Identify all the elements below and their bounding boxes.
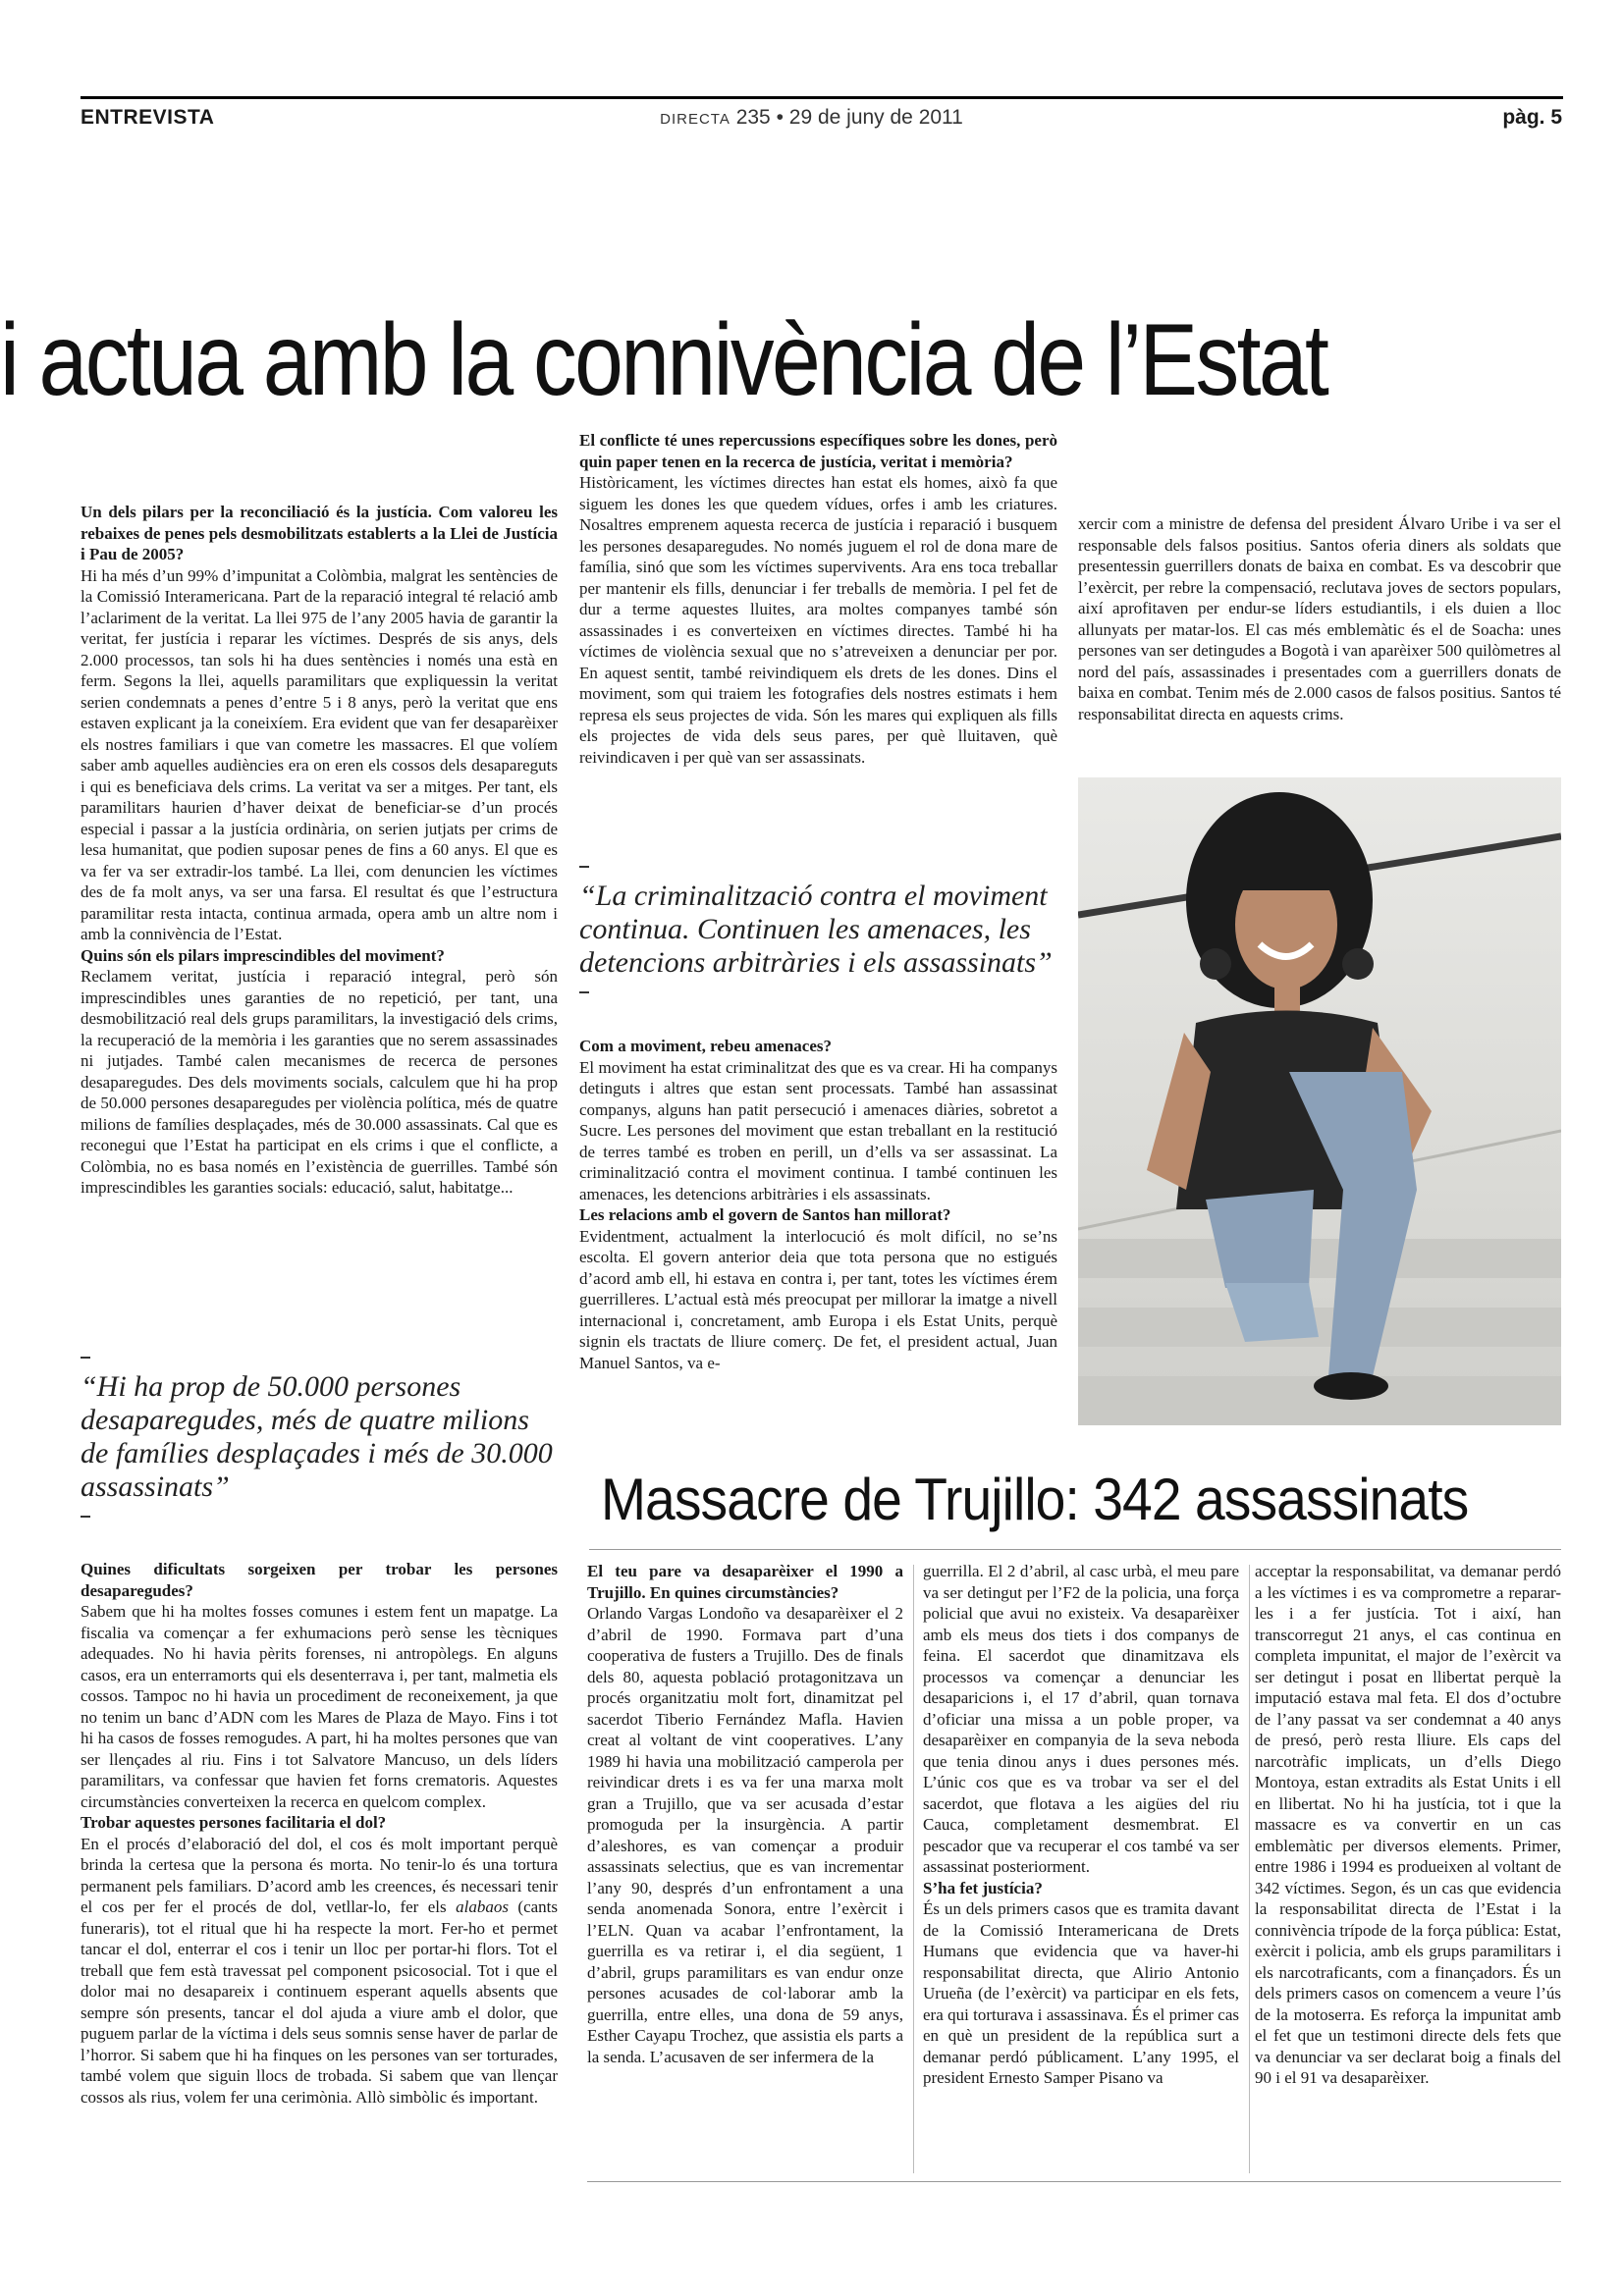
question-women: El conflicte té unes repercussions específiques sobre les dones, però quin paper tenen en la recerca de justícia, veritat i memòria? — [579, 431, 1057, 471]
answer-women: Històricament, les víctimes directes han estat els homes, això fa que siguem les dones les que quedem vídues, orfes i amb les criatures. Nosaltres emprenem aquesta recerca de justícia i reparació i busquem les persones desaparegudes. No només juguem el rol de dona mare de família, sinó que som les víctimes supervivents. Ara ens toca treballar per mantenir els fills, denunciar i fer treballs de memòria. I pel fet de dur a terme aquestes lluites, ara moltes companyes també són assassinades i es converteixen en víctimes directes. També hi ha víctimes de violència sexual que no s’atreveixen a denunciar per por. En aquest sentit, també reivindiquem els drets de les dones. Dins el moviment, som qui traiem les fotografies dels nostres estimats i hem represa els seus projectes de vida. Són les mares qui expliquen als fills els projectes de vida dels seus pares, per què lluitaven, què reivindicaven i per què van ser assassinats. — [579, 473, 1057, 767]
section-label: ENTREVISTA — [81, 106, 215, 129]
pull-quote-dash — [81, 1516, 90, 1518]
box-title: Massacre de Trujillo: 342 assassinats — [601, 1467, 1469, 1532]
answer-santos: Evidentment, actualment la interlocució és molt difícil, no se’ns escolta. El govern anterior deia que tota persona que no estigués d’acord amb ell, hi estava en contra i, per tant, totes les víctimes érem guerrilleres. L’actual està més preocupat per millorar la imatge a nivell internacional i, concretament, amb Europa i els Estat Units, perquè signin els tractats de lliure comerç. De fet, el president actual, Juan Manuel Santos, va e- — [579, 1226, 1057, 1372]
pull-quote-1 — [81, 1357, 558, 1518]
pull-quote-dash — [579, 866, 589, 868]
pull-quote-1-text: “Hi ha prop de 50.000 persones desaparegudes, més de quatre milions de famílies desplaçades i més de 30.000 assassinats” — [81, 1370, 553, 1503]
portrait-illustration — [1078, 777, 1561, 1425]
answer-4 — [81, 1834, 558, 2109]
column-2-lower — [579, 1036, 1057, 1373]
box-answer-1: Orlando Vargas Londoño va desaparèixer el 2 d’abril de 1990. Formava part d’una cooperativa de fusters a Trujillo. Des de finals dels 80, aquesta població protagonitzava un procés organitzatiu molt fort, dinamitzat pel sacerdot Tiberio Fernández Mafla. Havien creat al voltant de vint cooperatives. L’any 1989 hi havia una mobilització camperola per reivindicar drets i es va fer una marxa molt gran a Trujillo, que va ser acusada d’estar promoguda per la insurgència. A partir d’aleshores, es van començar a produir assassinats selectius, que es van incrementar l’any 90, després d’un enfrontament a una senda anomenada Sonora, entre l’exèrcit i l’ELN. Quan va acabar l’enfrontament, la guerrilla es va retirar i, el dia següent, 1 d’abril, grups paramilitars es van endur onze persones acusades de col·laborar amb la guerrilla, entre elles, una dona de 59 anys, Esther Cayapu Trochez, que assistia els parts a la senda. L’acusaven de ser infermera de la — [587, 1604, 903, 2066]
column-1-lower — [81, 1559, 558, 2108]
top-rule — [81, 96, 1563, 99]
box-column-3 — [1255, 1561, 1561, 2089]
box-question-2: S’ha fet justícia? — [923, 1878, 1043, 1897]
question-4: Trobar aquestes persones facilitaria el dol? — [81, 1813, 387, 1832]
answer-4-part-2: (cants funeraris), tot el ritual que hi ha respecte la mort. Fer-ho et permet tancar el dol, enterrar el cos i tenir un lloc per portar-hi flors. Tot el treball que fem està travessat pel component psicosocial. Tot i que el dolor mai no desapareix i continuem esperant aquells absents que sempre són presents, tancar el dol ajuda a viure amb el dolor, que puguem parlar de la víctima i dels seus somnis sense haver de parlar de l’horror. Si sabem que hi ha finques on les persones van ser torturades, també volem que siguin llocs de trobada. Si sabem que van llençar cossos als rius, volem fer una cerimònia. Allò simbòlic és important. — [81, 1897, 558, 2107]
box-answer-2b: És un dels primers casos que es tramita davant de la Comissió Interamericana de Drets Humans que evidencia que va haver-hi responsabilitat directa, que Alirio Antonio Urueña (de l’exèrcit) va participar en els fets, era qui torturava i assassinava. És el primer cas en què un president de la república surt a demanar perdó públicament. L’any 1995, el president Ernesto Samper Pisano va — [923, 1899, 1239, 2087]
question-1: Un dels pilars per la reconciliació és la justícia. Com valoreu les rebaixes de penes pels desmobilitzats establerts a la Llei de Justícia i Pau de 2005? — [81, 503, 558, 563]
pull-quote-dash — [81, 1357, 90, 1359]
answer-4-term: alabaos — [456, 1897, 509, 1916]
answer-3: Sabem que hi ha moltes fosses comunes i estem fent un mapatge. La fiscalia va començar a fer exhumacions però sense les tècniques adequades. No hi havia pèrits forenses, ni antropòlegs. En alguns casos, era un enterramorts qui els desenterrava i, per tant, malmetia els cossos. Tampoc no hi havia un procediment de reconeixement, ja que no tenim un banc d’ADN com les Mares de Plaza de Mayo. Fins i tot hi ha casos de fosses remogudes. A part, hi ha moltes persones que van ser llençades al riu. Fins i tot Salvatore Mancuso, un dels líders paramilitars, va confessar que havien fet forns crematoris. Aquestes circumstàncies converteixen la recerca en quelcom complex. — [81, 1602, 558, 1811]
column-divider — [913, 1565, 914, 2173]
box-column-1 — [587, 1561, 903, 2067]
pull-quote-2 — [579, 866, 1057, 993]
box-column-2 — [923, 1561, 1239, 2089]
portrait-photo — [1078, 777, 1561, 1425]
answer-4-part-1: En el procés d’elaboració del dol, el cos és molt important perquè brinda la certesa que la persona és morta. No tenir-lo és una tortura permanent pels familiars. D’acord amb les creences, és necessari tenir el cos per fer el procés de dol, vetllar-lo, fer els — [81, 1834, 558, 1916]
box-bottom-rule — [587, 2181, 1561, 2182]
box-answer-3: acceptar la responsabilitat, va demanar perdó a les víctimes i es va comprometre a reparar-les i a fer justícia. Tot i així, han transcorregut 21 anys, el cas continua en completa impunitat, el major de l’exèrcit va ser detingut i posat en llibertat perquè la imputació estava mal feta. El dos d’octubre de l’any passat va ser condemnat a 40 anys de presó, però resta lliure. Els caps del narcotràfic implicats, un d’ells Diego Montoya, estan extradits als Estat Units i ell en llibertat. No hi ha justícia, tot i que la massacre es va convertir en un cas emblemàtic per diversos elements. Primer, entre 1986 i 1994 es produeixen al voltant de 342 víctimes. Segon, és un cas que evidencia la responsabilitat directa de l’Estat i la connivència trípode de la força pública: Estat, exèrcit i policia, amb els grups paramilitars i els narcotraficants, com a finançadors. És un dels primers casos on comencem a veure l’ús de la motoserra. Es reforça la impunitat amb el fet que un testimoni directe dels fets que va denunciar va ser declarat boig a finals del 90 i el 91 va desaparèixer. — [1255, 1562, 1562, 2087]
publication-name: DIRECTA — [660, 111, 730, 128]
question-2: Quins són els pilars imprescindibles del moviment? — [81, 945, 445, 965]
question-3: Quines dificultats sorgeixen per trobar les persones desaparegudes? — [81, 1560, 558, 1600]
pull-quote-dash — [579, 991, 589, 993]
box-answer-2: guerrilla. El 2 d’abril, al casc urbà, el meu pare va ser detingut per l’F2 de la policia, una força policial que avui no existeix. Va desaparèixer amb els meus dos tiets i dos companys de feina. El sacerdot que dinamitzava els processos va començar a denunciar les desaparicions i, el 17 d’abril, quan tornava d’oficiar una missa a un poble proper, va desaparèixer en companyia de la seva neboda que tenia dinou anys i dues persones més. L’únic cos que es va trobar va ser el del sacerdot, que flotava a les aigües del riu Cauca, completament desmembrat. El pescador que va recuperar el cos també va ser assassinat posteriorment. — [923, 1562, 1239, 1876]
column-divider — [1249, 1565, 1250, 2173]
page-number: pàg. 5 — [1502, 106, 1562, 129]
question-threats: Com a moviment, rebeu amenaces? — [579, 1037, 833, 1055]
answer-threats: El moviment ha estat criminalitzat des que es va crear. Hi ha companys detinguts i altres que estan sent processats. També han assassinat companys, alguns han patit persecució i amenaces diàries, sobretot a Sucre. Les persones del moviment que estan treballant en la restitució de terres també es troben en perill, un d’ells va ser assassinat. La criminalització contra el moviment continua. I també continuen les amenaces, les detencions arbitràries i els assassinats. — [579, 1057, 1057, 1203]
answer-2: Reclamem veritat, justícia i reparació integral, però són imprescindibles unes garanties de no repetició, per tant, una desmobilització real dels grups paramilitars, la investigació dels crims, la recuperació de la memòria i les garanties que no serem assassinades ni jutjades. També calen mecanismes de recerca de persones desaparegudes. Des dels moviments socials, calculem que hi ha prop de 50.000 persones desaparegudes per violència política, més de quatre milions de famílies desplaçades, més de 30.000 assassinats. Cal que es reconegui que l’Estat ha participat en els crims i que el conflicte, a Colòmbia, no es basa només en l’existència de guerrilles. També són imprescindibles les garanties socials: educació, salut, habitatge... — [81, 967, 558, 1197]
pull-quote-2-text: “La criminalització contra el moviment continua. Continuen les amenaces, les detencions arbitràries i els assassinats” — [579, 880, 1053, 979]
answer-1: Hi ha més d’un 99% d’impunitat a Colòmbia, malgrat les sentències de la Comissió Interamericana. Part de la reparació integral té relació amb l’aclariment de la veritat. La llei 975 de l’any 2005 havia de garantir la veritat, fer justícia i reparar les víctimes. Després de sis anys, dels 2.000 processos, tan sols hi ha dues sentències i només una està en ferm. Segons la llei, aquells paramilitars que expliquessin la veritat serien condemnats a penes d’entre 5 i 8 anys, però la veritat que ens estaven explicant ja la coneixíem. Era evident que van fer desaparèixer els nostres familiars i que van cometre les massacres. El que volíem saber amb aquelles audiències era on eren els cossos dels desapareguts i qui es beneficiava dels crims. La veritat va ser a mitges. Per tant, els paramilitars haurien d’haver deixat de beneficiar-se d’un procés especial i passar a la justícia ordinària, on serien jutjats per crims de lesa humanitat, que podien suposar penes de fins a 60 anys. El que es va fer va ser extradir-los també. La llei, com denuncien les víctimes des de fa molt anys, va ser una farsa. El resultat és que l’estructura paramilitar resta intacta, continua armada, opera amb un altre nom i amb la connivència de l’Estat. — [81, 565, 558, 943]
question-santos: Les relacions amb el govern de Santos han millorat? — [579, 1205, 951, 1224]
column-1 — [81, 502, 558, 1199]
issue-date: 235 • 29 de juny de 2011 — [735, 106, 963, 129]
box-question-1: El teu pare va desaparèixer el 1990 a Trujillo. En quines circumstàncies? — [587, 1562, 903, 1602]
column-2 — [579, 430, 1057, 768]
column-3-text: xercir com a ministre de defensa del president Álvaro Uribe i va ser el responsable dels falsos positius. Santos oferia diners als soldats que presentessin guerrillers donats de baixa en combat. Es va descobrir que l’exèrcit, per rebre la compensació, reclutava joves de sectors populars, així aprofitaven per endur-se líders estudiantils, i els duien a lloc allunyats per matar-los. El cas més emblemàtic és el de Soacha: unes persones van ser detingudes a Bogotà i van aparèixer 500 quilòmetres al nord del país, assassinades i presentades com a guerrillers donats de baixa en combat. Tenim més de 2.000 casos de falsos positius. Santos té responsabilitat directa en aquests crims. — [1078, 514, 1561, 723]
issue-info — [0, 106, 1623, 130]
headline: i actua amb la connivència de l’Estat — [0, 303, 1327, 417]
box-top-rule — [589, 1549, 1561, 1550]
column-3 — [1078, 513, 1561, 724]
